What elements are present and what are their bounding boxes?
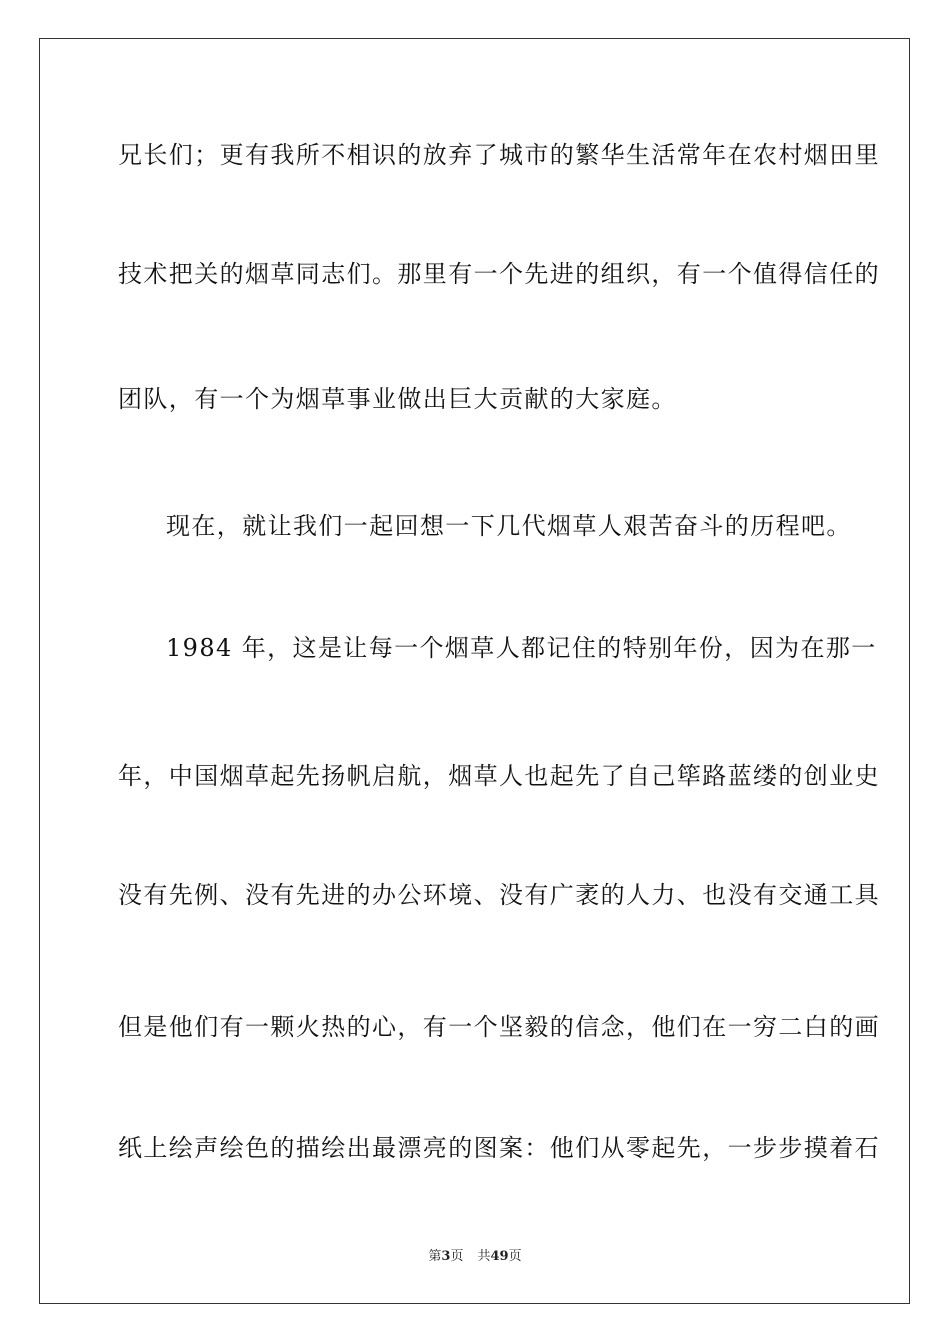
body-text-line: 团队，有一个为烟草事业做出巨大贡献的大家庭。 bbox=[118, 385, 677, 413]
body-text-line: 但是他们有一颗火热的心，有一个坚毅的信念，他们在一穷二白的画 bbox=[118, 1013, 880, 1041]
page-suffix: 页 bbox=[450, 1249, 464, 1264]
body-text-line: 1984 年，这是让每一个烟草人都记住的特别年份，因为在那一 bbox=[166, 634, 877, 662]
body-text-line: 年，中国烟草起先扬帆启航，烟草人也起先了自己筚路蓝缕的创业史 bbox=[118, 762, 880, 790]
body-text-line: 纸上绘声绘色的描绘出最漂亮的图案：他们从零起先，一步步摸着石 bbox=[118, 1134, 880, 1162]
page-current: 3 bbox=[441, 1249, 451, 1264]
page-border bbox=[39, 38, 910, 1304]
page-prefix: 第 bbox=[428, 1249, 442, 1264]
page-total: 49 bbox=[490, 1249, 509, 1264]
page-footer bbox=[0, 1248, 950, 1266]
body-text-line: 技术把关的烟草同志们。那里有一个先进的组织，有一个值得信任的 bbox=[118, 260, 880, 288]
total-prefix: 共 bbox=[477, 1249, 491, 1264]
body-text-line: 兄长们；更有我所不相识的放弃了城市的繁华生活常年在农村烟田里 bbox=[118, 141, 880, 169]
body-text-line: 没有先例、没有先进的办公环境、没有广袤的人力、也没有交通工具 bbox=[118, 881, 880, 909]
total-suffix: 页 bbox=[508, 1249, 522, 1264]
body-text-line: 现在，就让我们一起回想一下几代烟草人艰苦奋斗的历程吧。 bbox=[166, 512, 852, 540]
